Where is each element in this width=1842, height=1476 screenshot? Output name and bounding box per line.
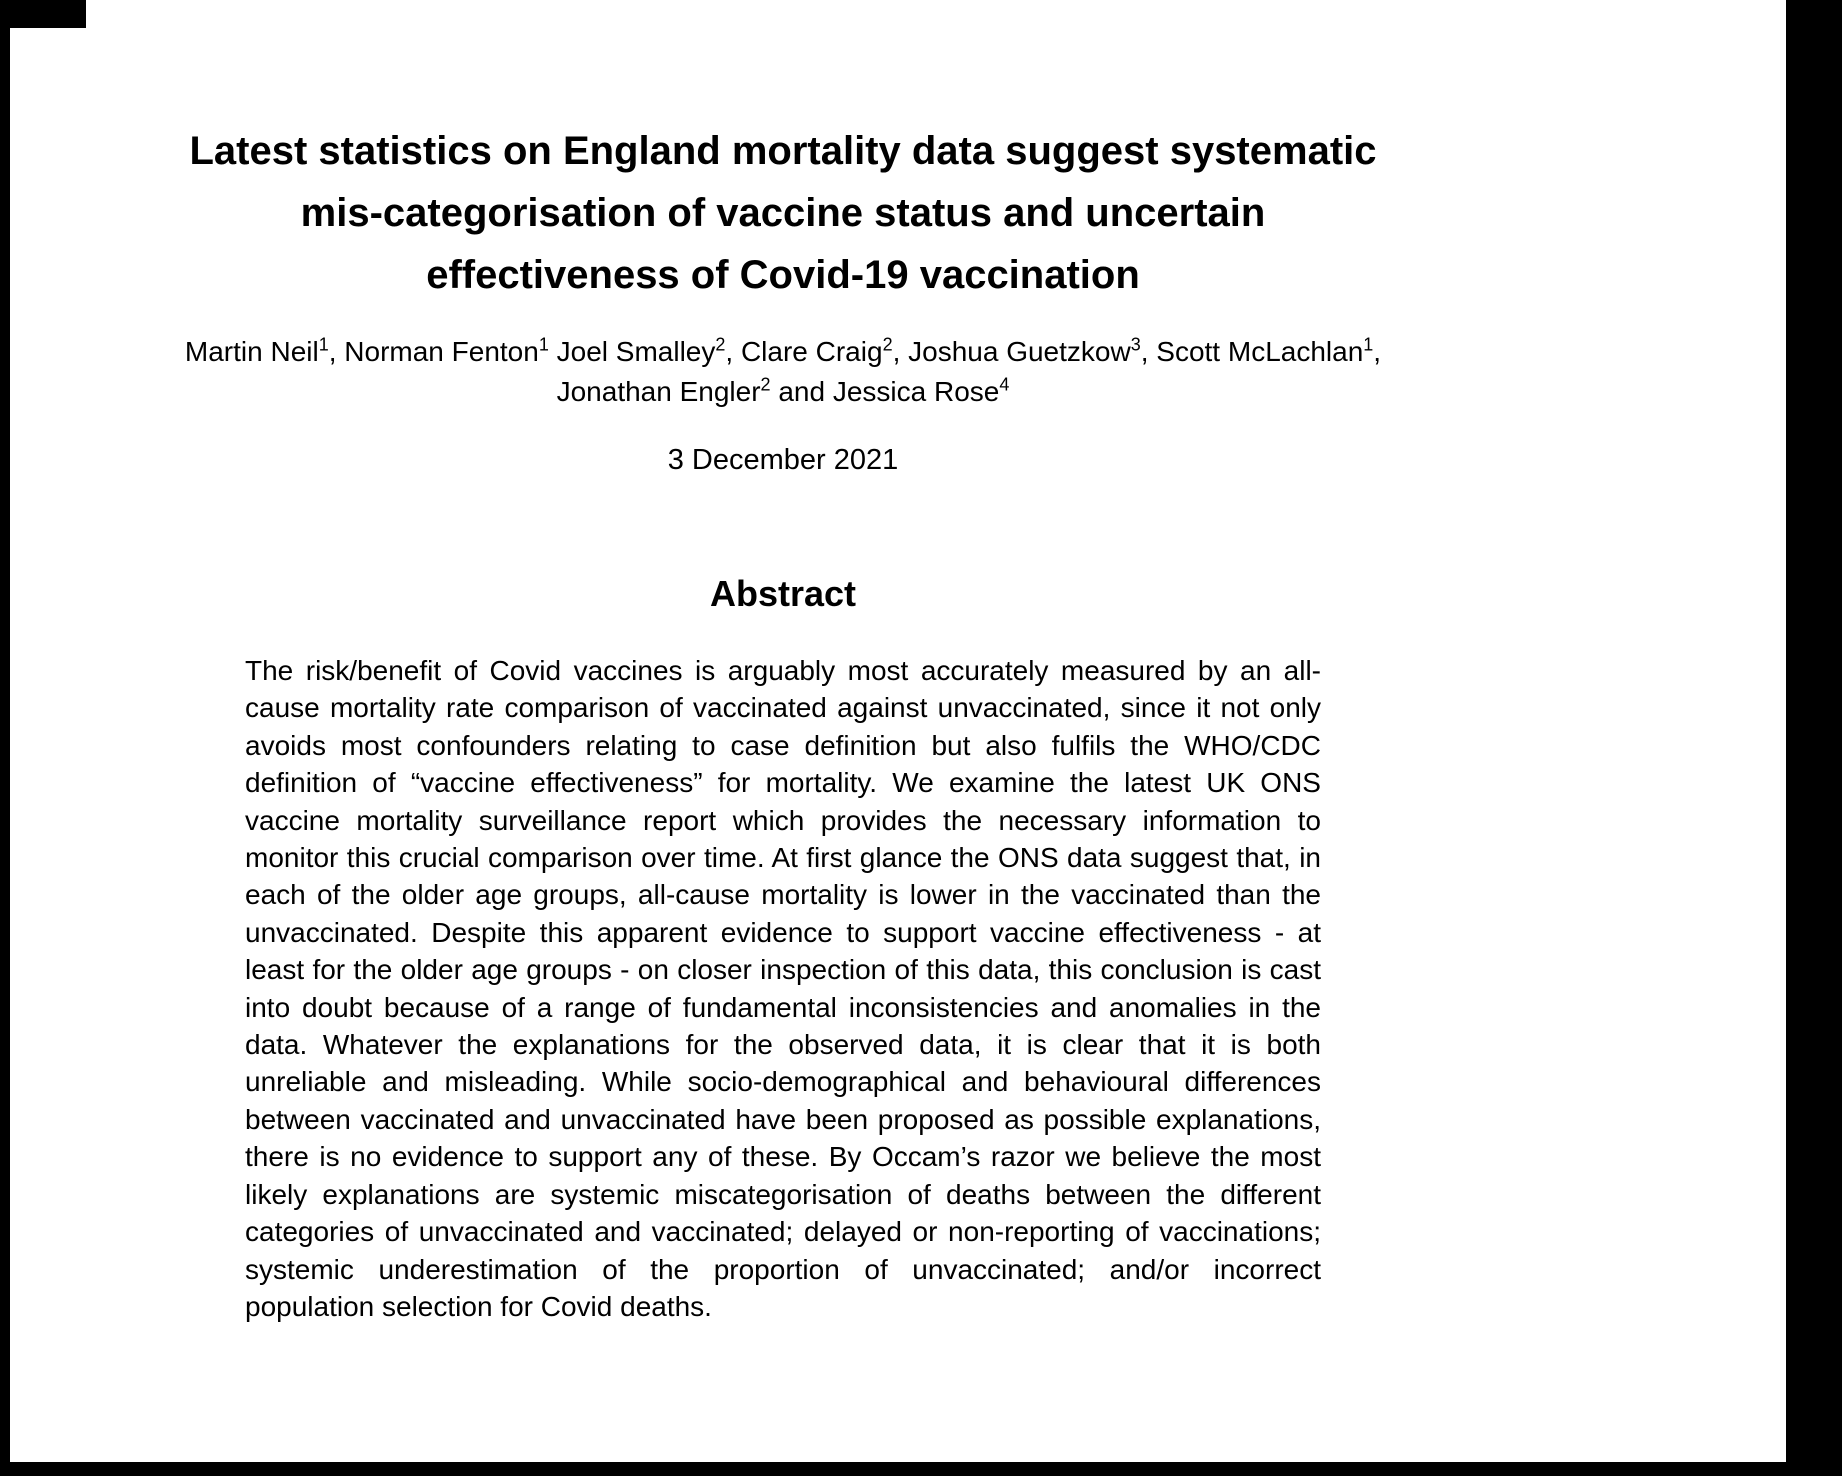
- paper-title: [0, 120, 1566, 306]
- viewer-corner-top-left: [0, 0, 86, 28]
- viewer-edge-right: [1786, 0, 1842, 1476]
- authors-line: Martin Neil$^1$, Norman Fenton$^1$ Joel Smalley$^2$, Clare Craig$^2$, Joshua Guetzkow$^3$, Scott McLachlan$^1$, Jonathan Engler$^2$ and Jessica Rose$^4$: [184, 334, 1382, 407]
- paper-title-line-2: mis-categorisation of vaccine status and uncertain: [300, 191, 1266, 235]
- abstract-text: The risk/benefit of Covid vaccines is arguably most accurately measured by an all-cause mortality rate comparison of vaccinated against unvaccinated, since it not only avoids most confounders relating to case definition but also fulfils the WHO/CDC definition of “vaccine effectiveness” for mortality. We examine the latest UK ONS vaccine mortality surveillance report which provides the necessary information to monitor this crucial comparison over time. At first glance the ONS data suggest that, in each of the older age groups, all-cause mortality is lower in the vaccinated than the unvaccinated. Despite this apparent evidence to support vaccine effectiveness - at least for the older age groups - on closer inspection of this data, this conclusion is cast into doubt because of a range of fundamental inconsistencies and anomalies in the data. Whatever the explanations for the observed data, it is clear that it is both unreliable and misleading. While socio-demographical and behavioural differences between vaccinated and unvaccinated have been proposed as possible explanations, there is no evidence to support any of these. By Occam’s razor we believe the most likely explanations are systemic miscategorisation of deaths between the different categories of unvaccinated and vaccinated; delayed or non-reporting of vaccinations; systemic underestimation of the proportion of unvaccinated; and/or incorrect population selection for Covid deaths.: [245, 655, 1321, 1322]
- publication-date: 3 December 2021: [667, 444, 899, 476]
- abstract-heading: Abstract: [709, 573, 857, 614]
- viewer-edge-left: [0, 0, 10, 1476]
- paper-title-line-1: Latest statistics on England mortality data suggest systematic: [189, 129, 1377, 173]
- viewer-edge-bottom: [0, 1462, 1842, 1476]
- paper-title-line-3: effectiveness of Covid-19 vaccination: [426, 253, 1140, 297]
